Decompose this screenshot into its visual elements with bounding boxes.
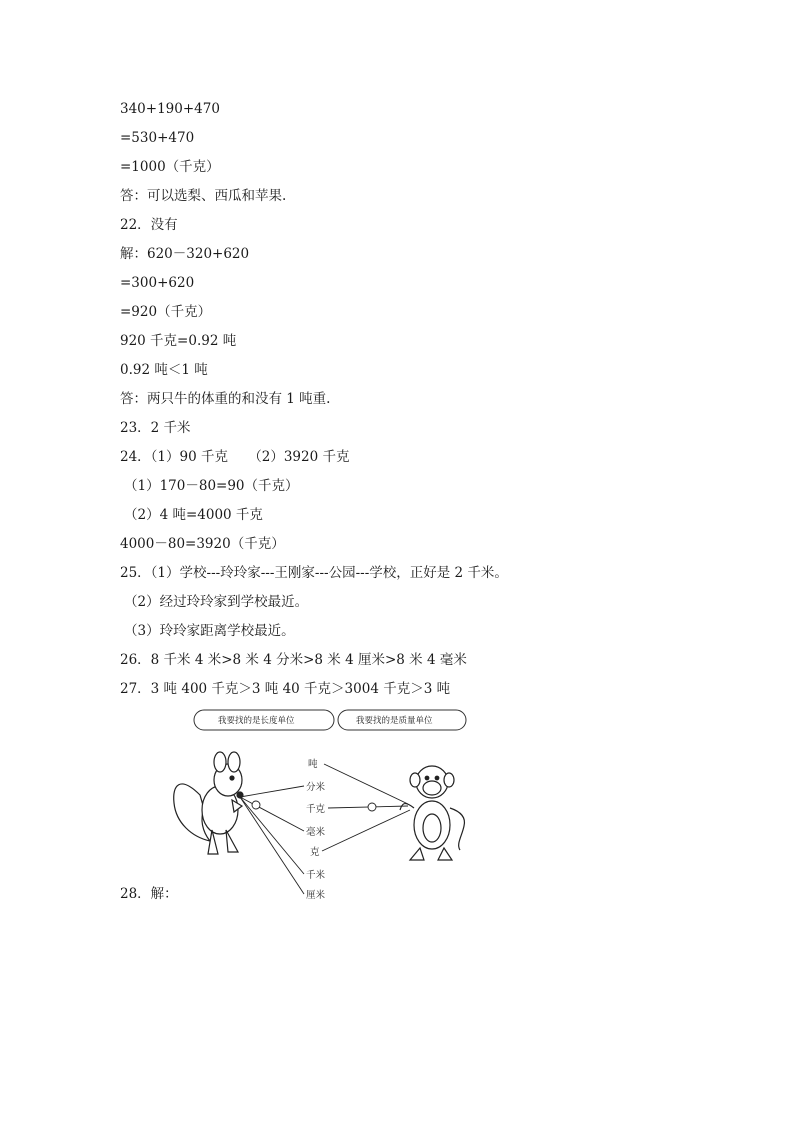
text-line: （2）经过玲玲家到学校最近。: [124, 594, 309, 610]
monkey-icon: [400, 766, 464, 860]
text-line: 解：620－320+620: [120, 246, 250, 262]
mass-connections: [322, 764, 410, 851]
unit-label: 千克: [306, 804, 326, 815]
unit-matching-figure: [160, 700, 480, 900]
question-heading: 23．2 千米: [120, 420, 191, 436]
length-connections: [240, 786, 304, 894]
question-heading: 25．（1）学校---玲玲家---王刚家---公园---学校，正好是 2 千米。: [120, 565, 508, 581]
question-heading: 28．解：: [120, 886, 178, 902]
question-heading: 22．没有: [120, 217, 178, 233]
bubble-right: [338, 710, 466, 730]
text-line: 4000－80=3920（千克）: [120, 536, 285, 552]
question-heading: 27．3 吨 400 千克＞3 吨 40 千克＞3004 千克＞3 吨: [120, 681, 451, 697]
text-line: （1）170－80=90（千克）: [124, 478, 299, 494]
text-line: 0.92 吨＜1 吨: [120, 362, 208, 378]
unit-label: 吨: [308, 759, 318, 770]
bubble-left: [194, 710, 334, 730]
unit-label: 千米: [306, 870, 326, 881]
text-line: =300+620: [120, 275, 195, 291]
unit-label: 分米: [306, 782, 326, 793]
text-line: =920（千克）: [120, 304, 212, 320]
text-line: 340+190+470: [120, 101, 220, 117]
question-heading: 26．8 千米 4 米>8 米 4 分米>8 米 4 厘米>8 米 4 毫米: [120, 652, 467, 668]
text-line: （2）4 吨=4000 千克: [124, 507, 263, 523]
answer-line: 答：两只牛的体重的和没有 1 吨重.: [120, 391, 331, 407]
unit-label: 克: [310, 847, 320, 858]
bubble-left-text: 我要找的是长度单位: [218, 716, 295, 726]
unit-label: 毫米: [306, 827, 326, 838]
answer-line: 答：可以选梨、西瓜和苹果.: [120, 188, 287, 204]
bubble-right-text: 我要找的是质量单位: [356, 716, 433, 726]
text-line: 920 千克=0.92 吨: [120, 333, 237, 349]
squirrel-icon: [174, 752, 243, 854]
text-line: =1000（千克）: [120, 159, 220, 175]
text-line: =530+470: [120, 130, 195, 146]
question-heading: 24．（1）90 千克 （2）3920 千克: [120, 449, 350, 465]
unit-label: 厘米: [306, 890, 326, 900]
text-line: （3）玲玲家距离学校最近。: [124, 623, 295, 639]
